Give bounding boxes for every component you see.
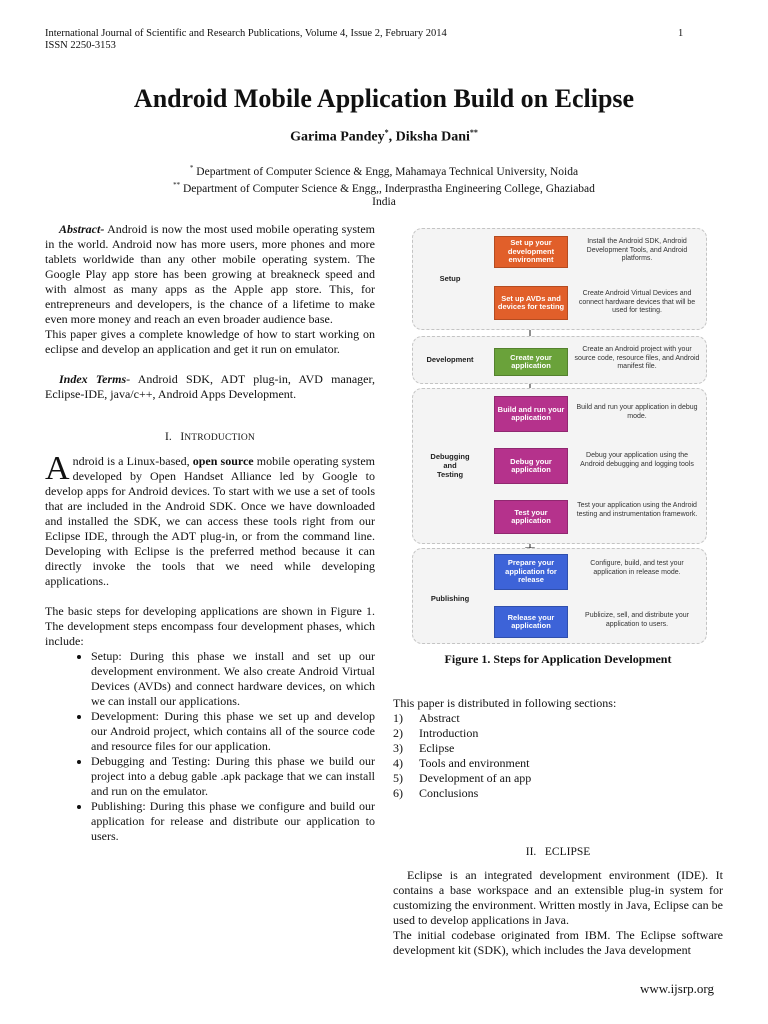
step-setup-avds: Set up AVDs and devices for testing <box>494 286 568 320</box>
affiliation-2-text: Department of Computer Science & Engg,, Inderprastha Engineering College, Ghaziabad <box>180 182 595 195</box>
paper-title: Android Mobile Application Build on Eclipse <box>133 84 635 113</box>
phase-list <box>45 649 375 844</box>
sections-intro: This paper is distributed in following sections: <box>393 696 617 710</box>
index-terms-text: - Android SDK, ADT plug-in, AVD manager, Eclipse-IDE, java/c++, Android Apps Development. <box>45 372 375 401</box>
phase-label-development: Development <box>426 355 474 364</box>
desc-setup-avds: Create Android Virtual Devices and connect hardware devices that will be used for testing. <box>578 290 696 314</box>
phase-label-setup: Setup <box>439 274 461 283</box>
desc-prepare-release: Configure, build, and test your application in release mode. <box>590 560 684 576</box>
list-item <box>393 786 723 801</box>
section-heading-eclipse: II. ECLIPSE <box>525 846 591 858</box>
affiliation-2 <box>0 179 768 196</box>
desc-build-run: Build and run your application in debug mode. <box>576 404 698 420</box>
list-item: • Development: During this phase we set up and develop our Android project, which contains all of the source code and resource files for our application. <box>91 709 375 754</box>
right-column <box>393 696 723 958</box>
affiliations <box>0 162 768 209</box>
footer-url: www.ijsrp.org <box>640 981 715 996</box>
affiliation-1 <box>0 162 768 179</box>
step-build-run: Build and run your application <box>494 396 568 432</box>
author-1-mark: * <box>384 128 389 137</box>
list-item <box>393 741 723 756</box>
index-terms-label: Index Terms <box>59 372 127 386</box>
list-item <box>393 756 723 771</box>
index-terms <box>45 372 375 402</box>
list-item-label: Introduction <box>419 726 479 740</box>
list-item-number: 6) <box>393 786 403 800</box>
intro-heading-initial: I <box>180 431 185 443</box>
list-item-label: Eclipse <box>419 741 455 755</box>
eclipse-paragraph-1: Eclipse is an integrated development environment (IDE). It contains a base workspace and an extensible plug-in system for customizing the environment. Written mostly in Java, Eclipse can be used to develop applications in Java. <box>393 868 723 927</box>
list-item-label: Conclusions <box>419 786 479 800</box>
list-item-number: 1) <box>393 711 403 725</box>
desc-create-application: Create an Android project with your source code, resource files, and Android manifest file. <box>574 346 700 370</box>
list-item <box>393 726 723 741</box>
desc-setup-environment: Install the Android SDK, Android Development Tools, and Android platforms. <box>586 238 688 262</box>
desc-release: Publicize, sell, and distribute your application to users. <box>585 612 689 628</box>
step-debug: Debug your application <box>494 448 568 484</box>
affiliation-1-mark: * <box>189 164 194 172</box>
intro-heading-rest: NTRODUCTION <box>184 433 255 443</box>
list-item: • Publishing: During this phase we configure and build our application for release and distribute our application to users. <box>91 799 375 844</box>
intro-text-b: mobile operating system developed by Open Handset Alliance led by Google to develop apps for Android devices. To start with we use a set of tools that are included in the Android SDK. Once we have downloaded and installed the SDK, we can access these tools right from our Eclipse IDE, through the ADT plug-in, or from the command line. Developing with Eclipse is the preferred method because it can directly invoke the tools that we need while developing applications.. <box>45 454 375 588</box>
page-number: 1 <box>678 28 684 39</box>
list-item-label: Development of an app <box>419 771 532 785</box>
eclipse-paragraph-2: The initial codebase originated from IBM. The Eclipse software development kit (SDK), which includes the Java development <box>393 928 723 957</box>
intro-paragraph-2: The basic steps for developing applications are shown in Figure 1. The development steps encompass four development phases, which include: <box>45 604 375 648</box>
sections-list <box>393 711 723 801</box>
list-item-number: 5) <box>393 771 403 785</box>
desc-debug: Debug your application using the Android debugging and logging tools <box>580 452 694 468</box>
affiliation-1-text: Department of Computer Science & Engg, Mahamaya Technical University, Noida <box>193 165 579 178</box>
abstract-text: Android is now the most used mobile operating system in the world. Android now has more users, more phones and more tablets worldwide than any other mobile operating system. The Google Play app store has been growing at breakneck speed and with almost as many apps as the Apple app store. This, for entrepreneurs and developers, is the chance of a lifetime to make even more money and reach an even broader audience base. <box>45 222 375 326</box>
intro-text-bold: open source <box>192 454 254 468</box>
list-item-number: 4) <box>393 756 403 770</box>
running-header <box>45 28 447 52</box>
issn: ISSN 2250-3153 <box>45 40 116 51</box>
phase-label-debugging: Debugging and Testing <box>430 452 470 479</box>
journal-name: International Journal of Scientific and Research Publications, Volume 4, Issue 2, February 2014 <box>45 28 447 39</box>
drop-cap: A <box>45 450 70 487</box>
list-item-number: 3) <box>393 741 403 755</box>
list-item-number: 2) <box>393 726 403 740</box>
step-prepare-release: Prepare your application for release <box>494 554 568 590</box>
figure-caption: Figure 1. Steps for Application Development <box>444 652 672 666</box>
author-2-mark: ** <box>469 128 478 137</box>
authors <box>0 128 768 146</box>
affiliation-2-mark: ** <box>173 180 181 189</box>
author-2: Diksha Dani <box>395 129 470 145</box>
desc-test: Test your application using the Android testing and instrumentation framework. <box>576 502 698 518</box>
step-create-application: Create your application <box>494 348 568 376</box>
step-test: Test your application <box>494 500 568 534</box>
intro-text-a: ndroid is a Linux-based, <box>72 454 193 468</box>
list-item: • Setup: During this phase we install and set up our development environment. We also create Android Virtual Devices (AVDs) and connect hardware devices, on which we can install our applications. <box>91 649 375 709</box>
step-release: Release your application <box>494 606 568 638</box>
list-item <box>393 771 723 786</box>
affiliation-country: India <box>372 195 396 208</box>
list-item-label: Abstract <box>419 711 460 725</box>
abstract <box>45 222 375 327</box>
phase-label-publishing: Publishing <box>430 594 470 603</box>
intro-paragraph-1 <box>45 450 375 589</box>
list-item-label: Tools and environment <box>419 756 530 770</box>
left-column <box>45 222 375 844</box>
intro-number: I. <box>165 431 172 443</box>
step-setup-environment: Set up your development environment <box>494 236 568 268</box>
abstract-label: Abstract- <box>59 222 105 236</box>
author-1: Garima Pandey <box>290 129 385 145</box>
author-separator: , <box>388 129 396 145</box>
abstract-text-2: This paper gives a complete knowledge of how to start working on eclipse and develop an application and get it run on emulator. <box>45 327 375 356</box>
list-item <box>393 711 723 726</box>
section-heading-introduction <box>45 430 375 446</box>
figure-1 <box>412 222 708 648</box>
list-item: • Debugging and Testing: During this phase we build our project into a debug gable .apk package that we can install and run on the emulator. <box>91 754 375 799</box>
